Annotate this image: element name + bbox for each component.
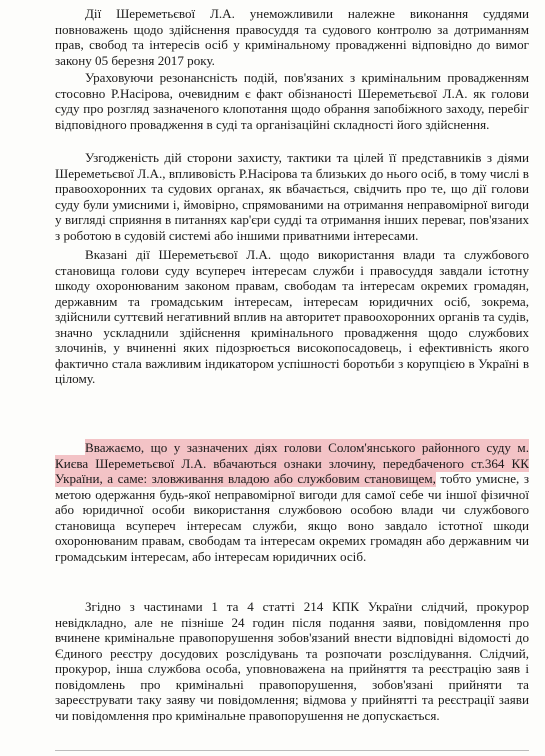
paragraph-1: Дії Шереметьєвої Л.А. унеможливили належне виконання суддями повноважень щодо здійснення правосуддя та судового контролю за дотриманням прав, свобод та інтересів осіб у кримінальному провадженні відповідно до вимог закону 05 березня 2017 року. — [55, 6, 529, 68]
highlighted-passage: Вважаємо, що у зазначених діях голови Солом'янського районного суду м. Києва Шереметьєвої Л.А. вбачаються ознаки злочину, передбаченого ст.364 КК України, а саме: зловживання владою або службовим становищем, — [55, 440, 529, 487]
paragraph-2: Ураховуючи резонансність подій, пов'язаних з кримінальним провадженням стосовно Р.Насірова, очевидним є факт обізнаності Шереметьєвої Л.А. як голови суду про розгляд зазначеного клопотання щодо обрання запобіжного заходу, перебіг відповідного провадження в суді та організаційні складності його здійснення. — [55, 70, 529, 132]
paragraph-6: Згідно з частинами 1 та 4 статті 214 КПК України слідчий, прокурор невідкладно, але не пізніше 24 годин після подання заяви, повідомлення про вчинене кримінальне правопорушення зобов'язаний внести відповідні відомості до Єдиного реєстру досудових розслідувань та розпочати розслідування. Слідчий, прокурор, інша службова особа, уповноважена на прийняття та реєстрацію заяв і повідомлень про кримінальні правопорушення, зобов'язані прийняти та зареєструвати таку заяву чи повідомлення; відмова у прийнятті та реєстрації заяви чи повідомлення про кримінальне правопорушення не допускається. — [55, 599, 529, 723]
paragraph-3: Узгодженість дій сторони захисту, тактики та цілей її представників з діями Шереметьєвої Л.А., впливовість Р.Насірова та близьких до нього осіб, в тому числі в правоохоронних та судових органах, як вбачається, свідчить про те, що дії голови суду були умисними і, ймовірно, спрямованими на отримання неправомірної вигоди у вигляді сприяння в питаннях кар'єри судді та отримання інших переваг, пов'язаних з роботою в судовій системі або іншими приватними інтересами. — [55, 150, 529, 243]
page-bottom-line — [55, 750, 529, 751]
paragraph-5-continuation: тобто умисне, з метою одержання будь-якої неправомірної вигоди для самої себе чи іншої фізичної або юридичної особи використання службовою особою влади чи службового становища всупереч інтересам служби, якщо воно завдало істотної шкоди охоронюваним правам, свободам та інтересам окремих громадян або державним чи громадським інтересам, або інтересам юридичних осіб. — [55, 471, 529, 564]
paragraph-4: Вказані дії Шереметьєвої Л.А. щодо використання влади та службового становища голови суду всупереч інтересам служби і правосуддя завдали істотну шкоду охоронюваним законом правам, свободам та інтересам окремих громадян, державним та громадським інтересам, інтересам юридичних осіб, зокрема, здійснили суттєвий негативний вплив на авторитет правоохоронних органів та судів, значно ускладнили здійснення кримінального провадження щодо службових злочинів, у вчиненні яких підозрюється високопосадовець, і ефективність якого фактично стала важливим індикатором успішності боротьби з корупцією в Україні в цілому. — [55, 247, 529, 387]
paragraph-5 — [55, 440, 529, 564]
